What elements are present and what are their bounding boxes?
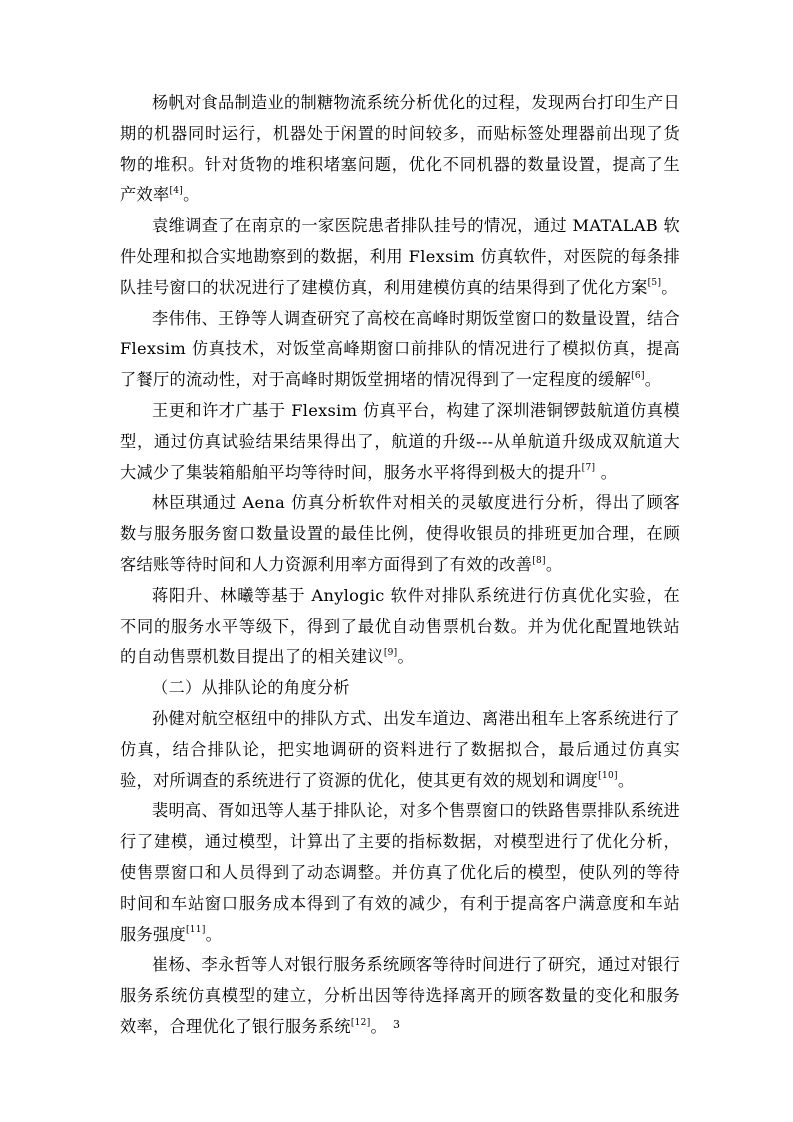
paragraph-text: 杨帆对食品制造业的制糖物流系统分析优化的过程，发现两台打印生产日期的机器同时运行，机器处于闲置的时间较多，而贴标签处理器前出现了货物的堆积。针对货物的堆积堵塞问题，优化不同机器的数量设置，提高了生产效率 <box>120 93 680 205</box>
section-heading: （二）从排队论的角度分析 <box>152 678 350 698</box>
paragraph-pei-minggao <box>120 796 680 950</box>
paragraph-text: 李伟伟、王铮等人调查研究了高校在高峰时期饭堂窗口的数量设置，结合 Flexsim 仿真技术，对饭堂高峰期窗口前排队的情况进行了模拟仿真，提高了餐厅的流动性，对于高峰时期饭堂拥堵的情况得到了一定程度的缓解 <box>120 308 680 390</box>
paragraph-tail: 。 <box>595 462 618 482</box>
page-content <box>120 88 680 1043</box>
paragraph-tail: 。 <box>183 185 200 205</box>
paragraph-text: 林臣琪通过 Aena 仿真分析软件对相关的灵敏度进行分析，得出了顾客数与服务服务窗口数量设置的最佳比例，使得收银员的排班更加合理，在顾客结账等待时间和人力资源利用率方面得到了有效的改善 <box>120 493 680 574</box>
citation-marker: [5] <box>647 278 662 289</box>
citation-marker: [10] <box>598 771 618 782</box>
citation-marker: [4] <box>169 186 184 196</box>
citation-marker: [8] <box>532 555 546 566</box>
paragraph-yuan-wei <box>120 211 680 303</box>
paragraph-li-weiwei <box>120 304 680 396</box>
paragraph-text: 崔杨、李永哲等人对银行服务系统顾客等待时间进行了研究，通过对银行服务系统仿真模型的建立，分析出因等待选择离开的顾客数量的变化和服务效率，合理优化了银行服务系统 <box>120 955 680 1036</box>
paragraph-wang-geng <box>120 396 680 488</box>
paragraph-text: 袁维调查了在南京的一家医院患者排队挂号的情况，通过 MATALAB 软件处理和拟合实地勘察到的数据，利用 Flexsim 仿真软件，对医院的每条排队挂号窗口的状况进行了建模仿真，利用建模仿真的结果得到了优化方案 <box>120 216 680 297</box>
citation-marker: [9] <box>383 647 398 658</box>
paragraph-tail: 。 <box>205 924 223 944</box>
paragraph-sun-jian <box>120 704 680 796</box>
paragraph-text: 王更和许才广基于 Flexsim 仿真平台，构建了深圳港铜锣鼓航道仿真模型，通过仿真试验结果结果得出了，航道的升级---从单航道升级成双航道大大减少了集装箱船舶平均等待时间，服务水平将得到极大的提升 <box>120 400 680 482</box>
page-number: 3 <box>393 1018 400 1031</box>
paragraph-text: 裴明高、胥如迅等人基于排队论，对多个售票窗口的铁路售票排队系统进行了建模，通过模型，计算出了主要的指标数据，对模型进行了优化分析，使售票窗口和人员得到了动态调整。并仿真了优化后的模型，使队列的等待时间和车站窗口服务成本得到了有效的减少，有利于提高客户满意度和车站服务强度 <box>120 801 680 944</box>
paragraph-text: 蒋阳升、林曦等基于 Anylogic 软件对排队系统进行仿真优化实验，在不同的服务水平等级下，得到了最优自动售票机台数。并为优化配置地铁站的自动售票机数目提出了的相关建议 <box>120 585 680 667</box>
paragraph-tail: 。 <box>617 770 635 790</box>
citation-marker: [6] <box>631 370 645 381</box>
paragraph-tail: 。 <box>397 647 414 667</box>
paragraph-tail: 。 <box>370 1016 388 1036</box>
citation-marker: [11] <box>185 925 206 936</box>
paragraph-tail: 。 <box>545 554 563 574</box>
paragraph-text: 孙健对航空枢纽中的排队方式、出发车道边、离港出租车上客系统进行了仿真，结合排队论，把实地调研的资料进行了数据拟合，最后通过仿真实验，对所调查的系统进行了资源的优化，使其更有效的规划和调度 <box>120 708 680 790</box>
citation-marker: [12] <box>350 1017 371 1028</box>
paragraph-tail: 。 <box>661 277 678 297</box>
citation-marker: [7] <box>581 463 596 474</box>
paragraph-tail: 。 <box>644 370 662 390</box>
paragraph-yang-fan <box>120 88 680 211</box>
paragraph-jiang-yangsheng <box>120 581 680 673</box>
paragraph-lin-chenqi <box>120 488 680 580</box>
